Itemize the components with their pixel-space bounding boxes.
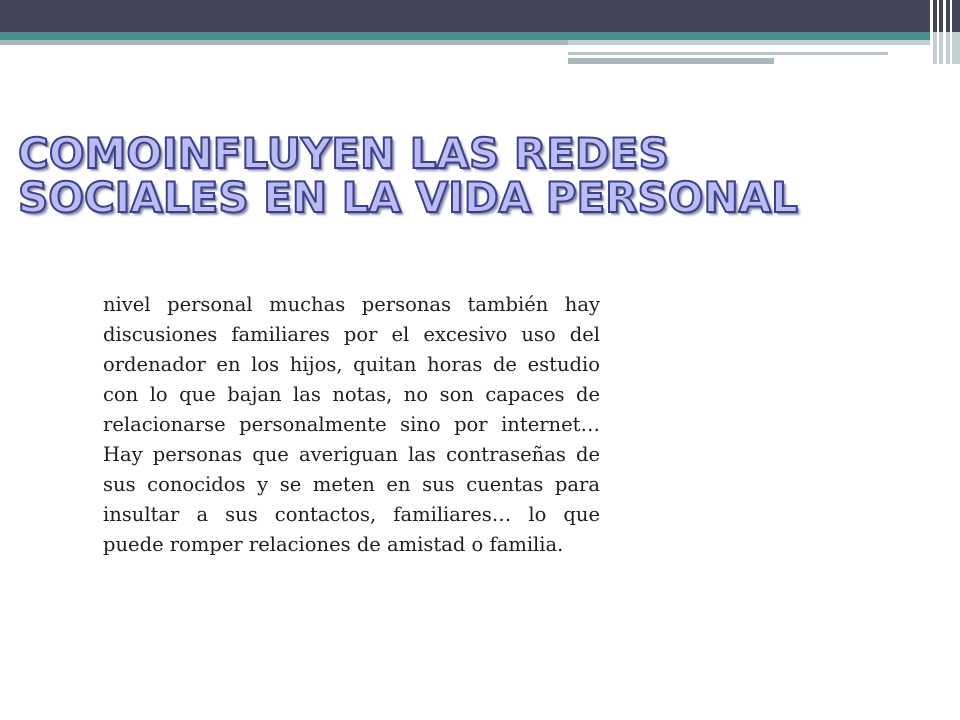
header-band-dark	[0, 0, 960, 32]
header-corner-stripe	[930, 0, 933, 64]
header-band-teal	[0, 32, 960, 40]
slide-title: COMOINFLUYEN LAS REDES SOCIALES EN LA VIDA PERSONAL	[18, 129, 798, 222]
header-accent-line	[568, 52, 888, 55]
header-accent-bar	[568, 58, 774, 64]
header-corner-stripe	[950, 0, 952, 64]
header-corner-stripe	[943, 0, 946, 64]
slide-body-text: nivel personal muchas personas también hay discusiones familiares por el excesivo uso del ordenador en los hijos, quitan horas de estudio con lo que bajan las notas, no son capaces de relacionarse personalmente sino por internet… Hay personas que averiguan las contraseñas de sus conocidos y se meten en sus cuentas para insultar a sus contactos, familiares… lo que puede romper relaciones de amistad o familia.	[103, 293, 600, 556]
header-band-gray	[0, 40, 568, 45]
header-band-gray-light	[568, 40, 960, 45]
header-corner-stripe	[937, 0, 939, 64]
